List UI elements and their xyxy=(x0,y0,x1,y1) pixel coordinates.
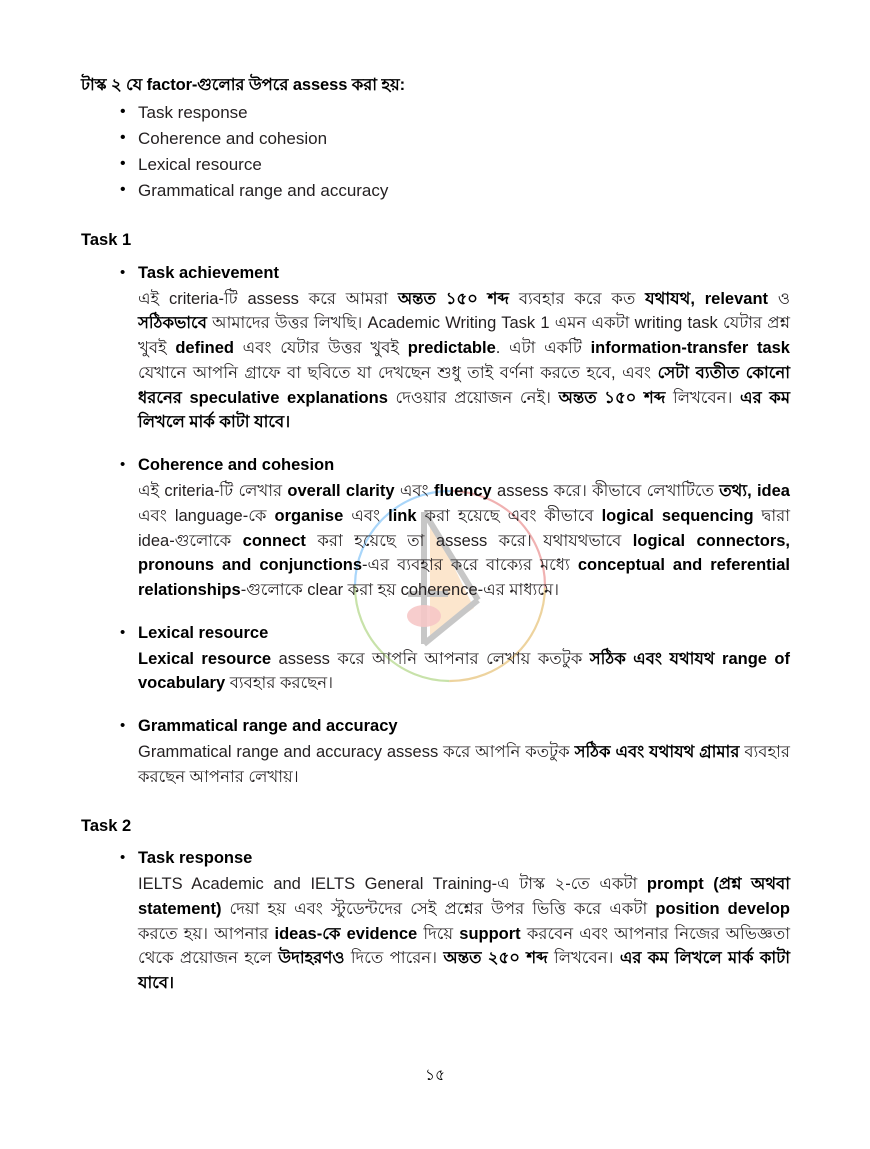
factor-list xyxy=(81,100,790,204)
section-title-task-2: Task 2 xyxy=(81,816,132,835)
criterion-heading: • Coherence and cohesion xyxy=(138,456,335,475)
criterion-heading: • Grammatical range and accuracy xyxy=(138,717,398,736)
list-item xyxy=(120,715,790,789)
document-content xyxy=(81,74,790,1015)
criteria-list-task-2 xyxy=(81,847,790,996)
list-item: • Coherence and cohesion xyxy=(120,126,790,152)
criterion-body: Lexical resource assess করে আপনি আপনার লেখায় কতটুক সঠিক এবং যথাযথ range of vocabulary ব্যবহার করছেন। xyxy=(138,649,790,693)
list-item xyxy=(120,847,790,996)
criterion-heading: • Lexical resource xyxy=(138,623,269,642)
criterion-body: এই criteria-টি assess করে আমরা অন্তত ১৫০ শব্দ ব্যবহার করে কত যথাযথ, relevant ও সঠিকভাবে আমাদের উত্তর লিখছি। Academic Writing Task 1 এমন একটা writing task যেটার প্রশ্ন খুবই defined এবং যেটার উত্তর খুবই predictable. এটা একটি information-transfer task যেখানে আপনি গ্রাফে বা ছবিতে যা দেখছেন শুধু তাই বর্ণনা করতে হবে, এবং সেটা ব্যতীত কোনো ধরনের speculative explanations দেওয়ার প্রয়োজন নেই। অন্তত ১৫০ শব্দ লিখবেন। এর কম লিখলে মার্ক কাটা যাবে। xyxy=(138,289,790,432)
criteria-list-task-1 xyxy=(81,262,790,790)
criterion-body: Grammatical range and accuracy assess করে আপনি কতটুক সঠিক এবং যথাযথ গ্রামার ব্যবহার করছেন আপনার লেখায়। xyxy=(138,743,791,786)
page-number: ১৫ xyxy=(424,1067,446,1084)
list-item xyxy=(120,622,790,696)
criterion-body: এই criteria-টি লেখার overall clarity এবং fluency assess করে। কীভাবে লেখাটিতে তথ্য, idea এবং language-কে organise এবং link করা হয়েছে এবং কীভাবে logical sequencing দ্বারা idea-গুলোকে connect করা হয়েছে তা assess করে। যথাযথভাবে logical connectors, pronouns and conjunctions-এর ব্যবহার করে বাক্যের মধ্যে conceptual and referential relationships-গুলোকে clear করা হয় coherence-এর মাধ্যমে। xyxy=(138,482,791,600)
list-item xyxy=(120,262,790,435)
criterion-body: IELTS Academic and IELTS General Training-এ টাস্ক ২-তে একটা prompt (প্রশ্ন অথবা statement) দেয়া হয় এবং স্টুডেন্টদের সেই প্রশ্নের উপর ভিত্তি করে একটা position develop করতে হয়। আপনার ideas-কে evidence দিয়ে support করবেন এবং আপনার নিজের অভিজ্ঞতা থেকে প্রয়োজন হলে উদাহরণও দিতে পারেন। অন্তত ২৫০ শব্দ লিখবেন। এর কম লিখলে মার্ক কাটা যাবে। xyxy=(138,875,791,992)
criterion-heading: • Task achievement xyxy=(138,263,279,282)
list-item: • Task response xyxy=(120,100,790,126)
section-title-task-1: Task 1 xyxy=(81,231,132,250)
list-item: • Grammatical range and accuracy xyxy=(120,178,790,204)
criterion-heading: • Task response xyxy=(138,849,253,868)
list-item xyxy=(120,454,790,603)
page-title: টাস্ক ২ যে factor-গুলোর উপরে assess করা হয়: xyxy=(81,76,406,94)
list-item: • Lexical resource xyxy=(120,152,790,178)
